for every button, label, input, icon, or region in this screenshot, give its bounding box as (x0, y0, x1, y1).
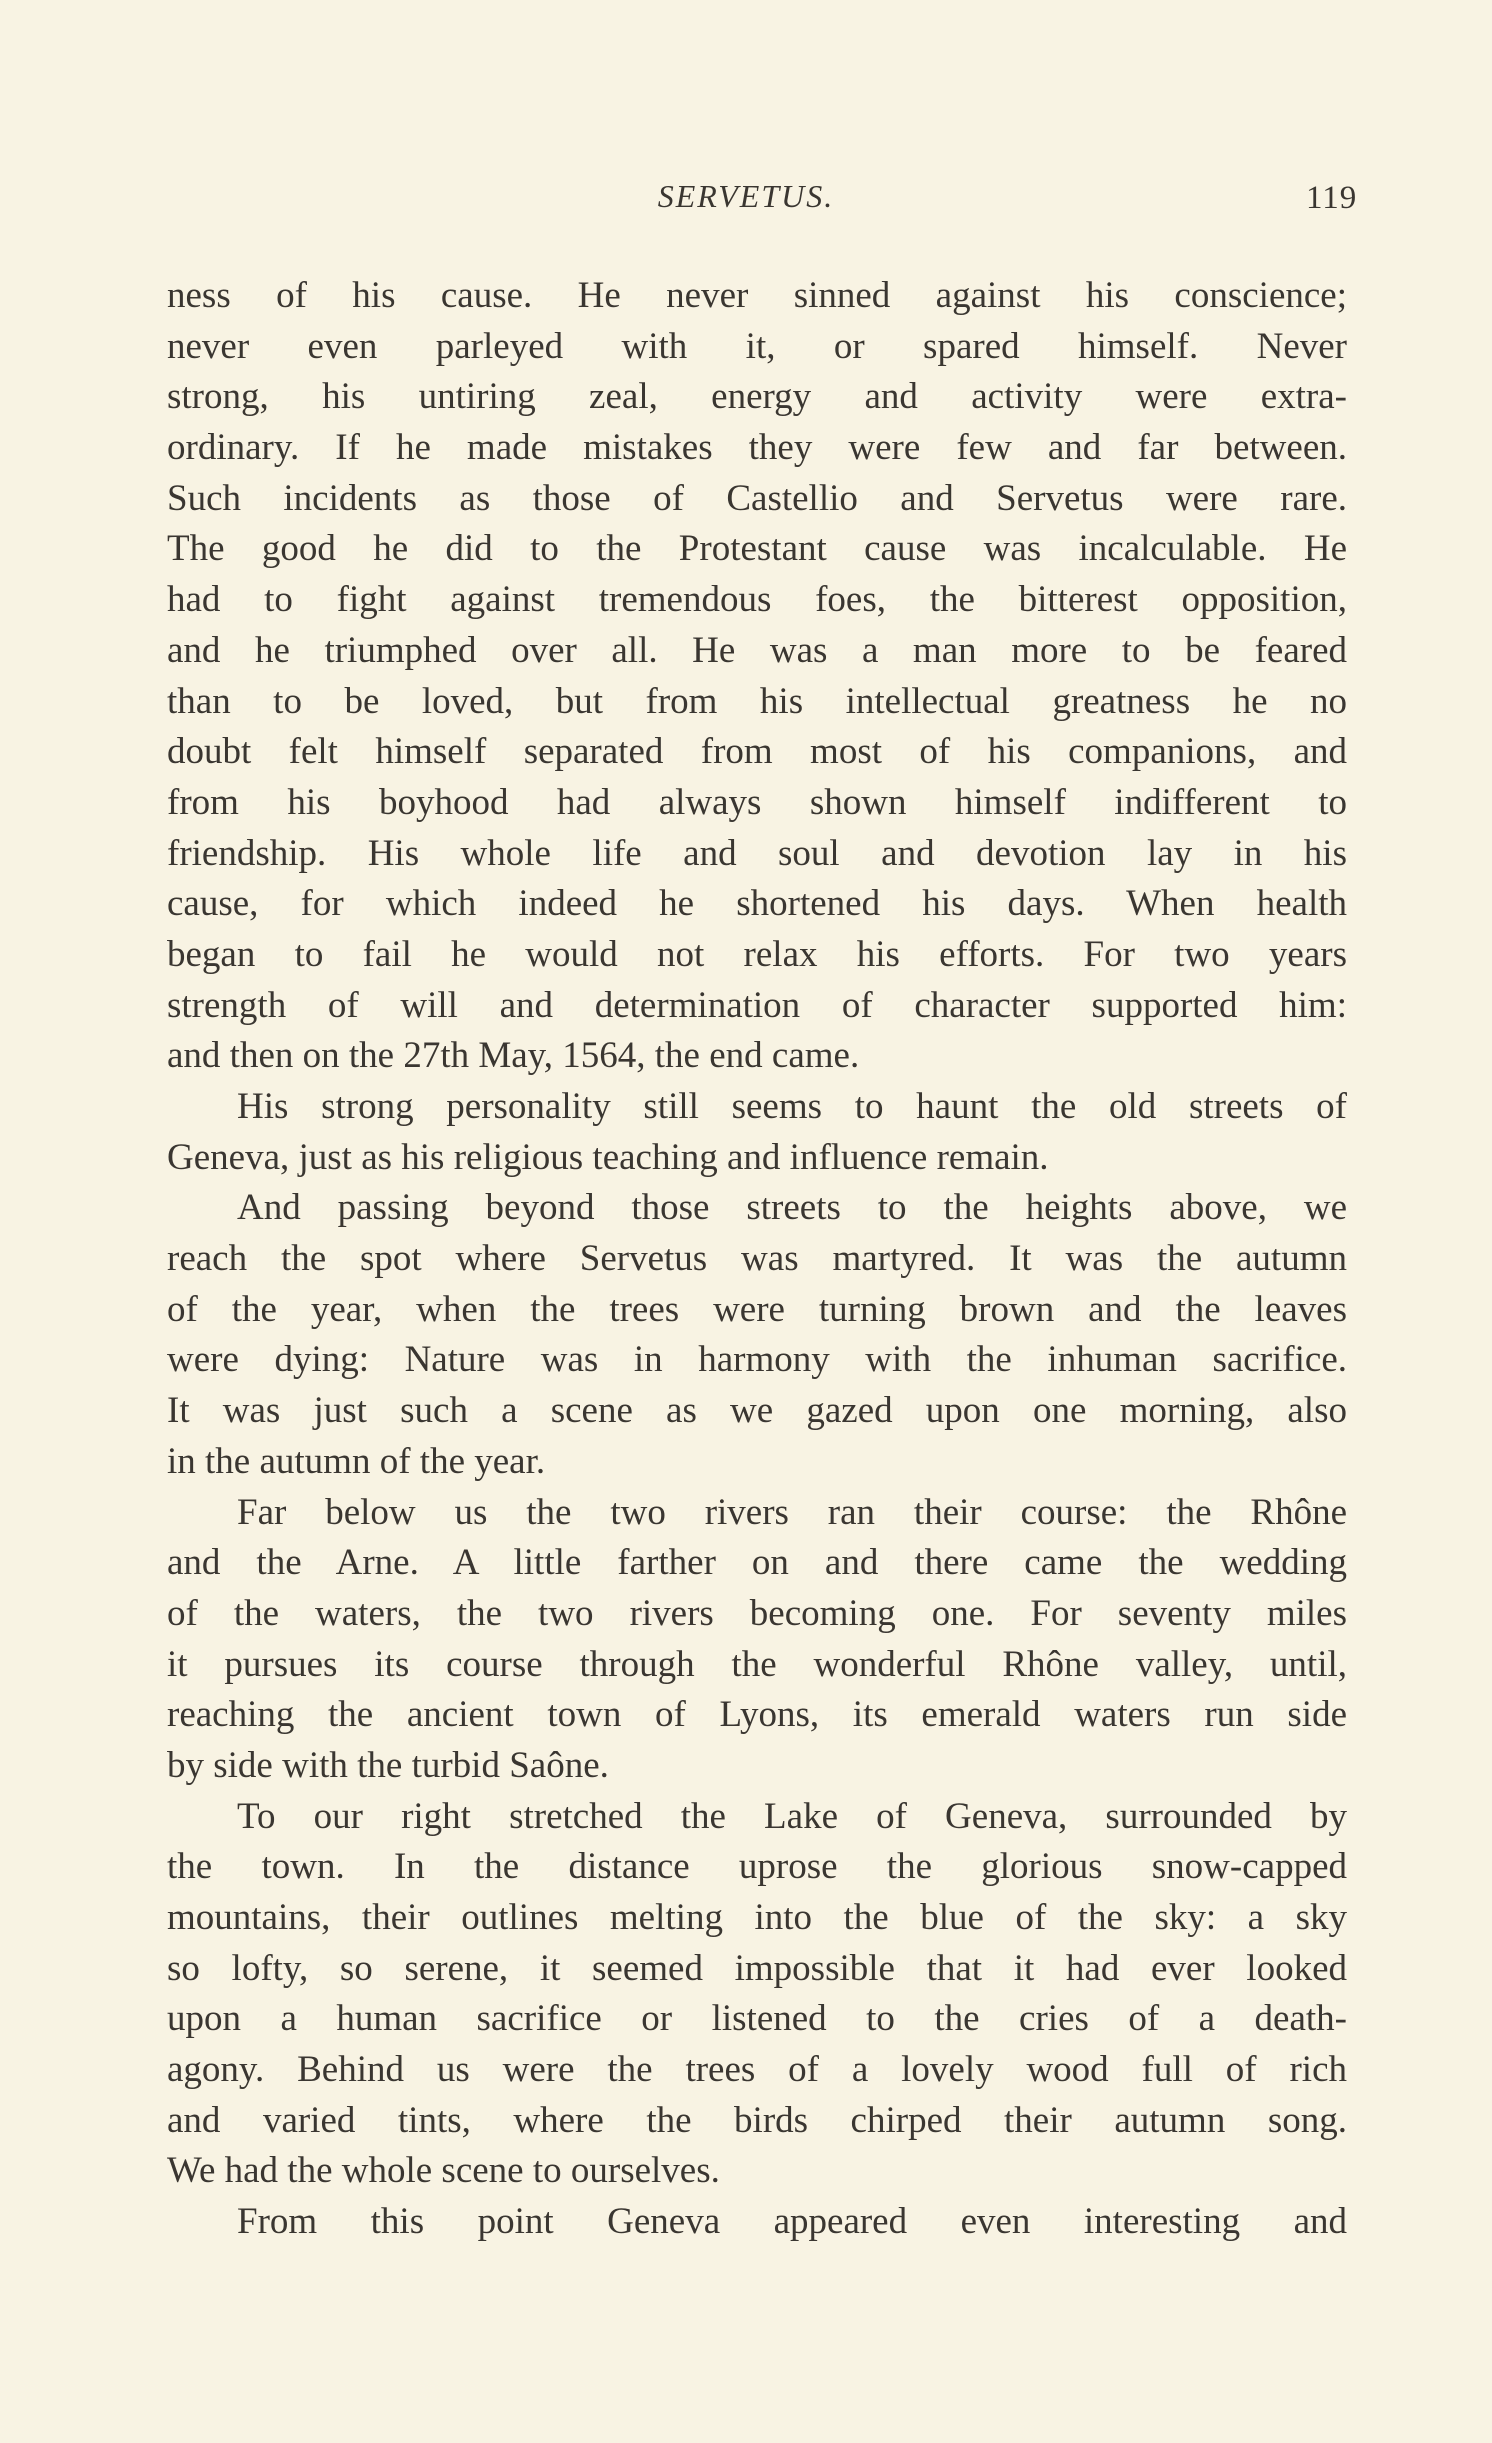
text-line: reaching the ancient town of Lyons, its emerald waters run side (167, 1694, 1347, 1736)
text-line: doubt felt himself separated from most of his companions, and (167, 731, 1347, 773)
text-line: Such incidents as those of Castellio and Servetus were rare. (167, 477, 1347, 519)
text-line: and the Arne. A little farther on and there came the wedding (167, 1542, 1347, 1584)
text-line: were dying: Nature was in harmony with the inhuman sacrifice. (167, 1339, 1347, 1381)
text-line: of the year, when the trees were turning brown and the leaves (167, 1288, 1347, 1330)
text-line: upon a human sacrifice or listened to the cries of a death- (167, 1998, 1347, 2040)
text-line: Far below us the two rivers ran their course: the Rhône (237, 1491, 1347, 1533)
paragraph (167, 1792, 1347, 2198)
text-line: it pursues its course through the wonderful Rhône valley, until, (167, 1643, 1347, 1685)
text-line: began to fail he would not relax his efforts. For two years (167, 933, 1347, 975)
text-line: by side with the turbid Saône. (167, 1744, 609, 1786)
text-line: and then on the 27th May, 1564, the end came. (167, 1035, 860, 1077)
text-line: and varied tints, where the birds chirped their autumn song. (167, 2099, 1347, 2141)
text-line: And passing beyond those streets to the heights above, we (237, 1187, 1347, 1229)
text-line: It was just such a scene as we gazed upon one morning, also (167, 1390, 1347, 1432)
text-line: than to be loved, but from his intellectual greatness he no (167, 680, 1347, 722)
text-line: Geneva, just as his religious teaching and influence remain. (167, 1136, 1049, 1178)
text-line: friendship. His whole life and soul and devotion lay in his (167, 832, 1347, 874)
text-line: His strong personality still seems to haunt the old streets of (237, 1086, 1347, 1127)
text-line: We had the whole scene to ourselves. (167, 2150, 720, 2192)
page-number: 119 (1306, 180, 1358, 216)
text-line: ness of his cause. He never sinned against his conscience; (167, 275, 1347, 316)
text-line: had to fight against tremendous foes, the bitterest opposition, (167, 579, 1347, 621)
text-line: From this point Geneva appeared even interesting and (237, 2201, 1347, 2243)
paragraph (167, 271, 1347, 1082)
paragraph (167, 2197, 1347, 2248)
text-line: and he triumphed over all. He was a man more to be feared (167, 629, 1347, 671)
text-line: The good he did to the Protestant cause was incalculable. He (167, 528, 1347, 570)
paragraph (167, 1183, 1347, 1487)
text-line: ordinary. If he made mistakes they were few and far between. (167, 427, 1347, 469)
running-title: SERVETUS. (657, 178, 835, 214)
text-line: the town. In the distance uprose the glorious snow-capped (167, 1846, 1347, 1888)
text-line: reach the spot where Servetus was martyred. It was the autumn (167, 1238, 1347, 1280)
text-line: cause, for which indeed he shortened his days. When health (167, 883, 1347, 925)
paragraph (167, 1082, 1347, 1183)
text-line: mountains, their outlines melting into the blue of the sky: a sky (167, 1897, 1347, 1938)
text-line: in the autumn of the year. (167, 1440, 546, 1482)
text-line: of the waters, the two rivers becoming one. For seventy miles (167, 1592, 1347, 1634)
text-line: never even parleyed with it, or spared himself. Never (167, 325, 1347, 367)
text-line: from his boyhood had always shown himself indifferent to (167, 781, 1347, 823)
text-line: strength of will and determination of character supported him: (167, 984, 1347, 1026)
text-line: agony. Behind us were the trees of a lovely wood full of rich (167, 2049, 1347, 2091)
text-line: so lofty, so serene, it seemed impossible that it had ever looked (167, 1947, 1347, 1989)
text-line: strong, his untiring zeal, energy and activity were extra- (167, 376, 1347, 418)
paragraph (167, 1488, 1347, 1792)
body-text (167, 271, 1347, 2248)
text-line: To our right stretched the Lake of Geneva, surrounded by (237, 1795, 1347, 1837)
